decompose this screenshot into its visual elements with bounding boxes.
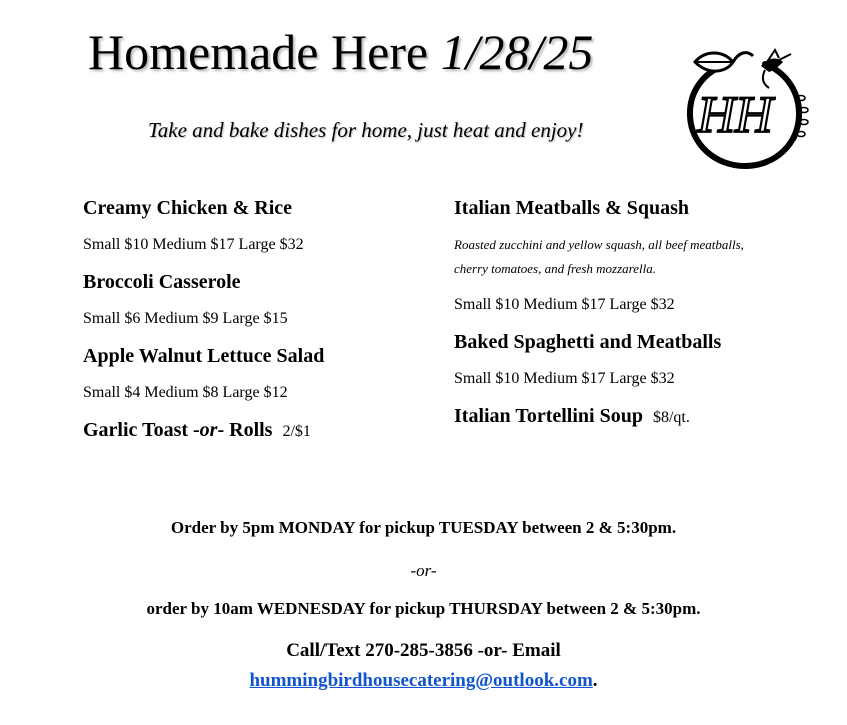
item-price: Small $6 Medium $9 Large $15 [83, 310, 288, 327]
item-name: Apple Walnut Lettuce Salad [83, 345, 325, 367]
item-name-part: - Rolls [217, 419, 273, 441]
contact-line: Call/Text 270-285-3856 -or- Email [286, 640, 561, 661]
item-price: Small $10 Medium $17 Large $32 [454, 370, 675, 387]
order-option-2: order by 10am WEDNESDAY for pickup THURSDAY between 2 & 5:30pm. [146, 599, 701, 618]
menu-item [83, 270, 413, 329]
email-line [0, 670, 847, 692]
hummingbird-house-logo [683, 40, 811, 172]
item-name: Baked Spaghetti and Meatballs [454, 331, 722, 353]
order-separator: -or- [410, 561, 437, 580]
item-description: Roasted zucchini and yellow squash, all beef meatballs, cherry tomatoes, and fresh mozzarella. [454, 237, 744, 276]
email-link[interactable]: hummingbirdhousecatering@outlook.com [249, 670, 593, 691]
email-suffix: . [592, 670, 598, 691]
menu-item [83, 196, 413, 255]
item-price: Small $10 Medium $17 Large $32 [454, 296, 675, 313]
menu-item [454, 196, 764, 315]
menu-item [454, 330, 764, 389]
menu-item [83, 344, 413, 403]
item-name [83, 418, 413, 444]
item-price: Small $4 Medium $8 Large $12 [83, 384, 288, 401]
item-price: $8/qt. [652, 409, 690, 426]
menu-subtitle: Take and bake dishes for home, just heat and enjoy! [148, 118, 584, 142]
menu-item [83, 418, 413, 444]
item-name: Italian Meatballs & Squash [454, 197, 690, 219]
item-name-or: or [199, 419, 218, 441]
menu-item [454, 404, 764, 430]
item-name [454, 404, 764, 430]
left-menu-column [83, 196, 413, 444]
right-menu-column [454, 196, 764, 430]
logo-monogram: HH [697, 87, 773, 144]
order-option-1: Order by 5pm MONDAY for pickup TUESDAY between 2 & 5:30pm. [170, 518, 677, 537]
item-price: 2/$1 [282, 423, 311, 440]
menu-date: 1/28/25 [440, 24, 594, 80]
item-name: Broccoli Casserole [83, 271, 241, 293]
item-price: Small $10 Medium $17 Large $32 [83, 236, 304, 253]
menu-title [88, 22, 593, 82]
item-name-part: Garlic Toast - [83, 419, 200, 441]
item-name-text: Italian Tortellini Soup [454, 405, 643, 427]
item-name: Creamy Chicken & Rice [83, 197, 293, 219]
title-text: Homemade Here [88, 24, 429, 80]
